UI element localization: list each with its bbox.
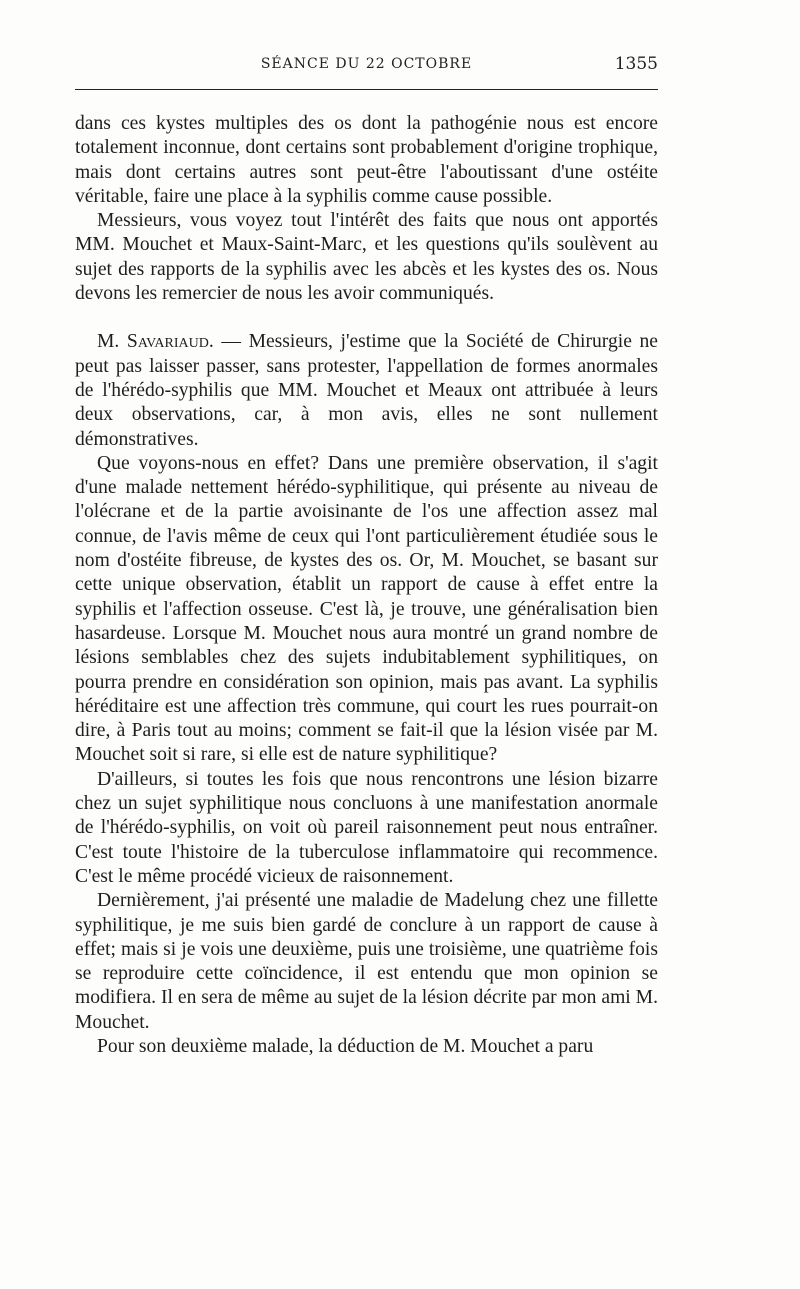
speech-paragraph-2: Que voyons-nous en effet? Dans une première observation, il s'agit d'une malade nettement hérédo-syphilitique, qui présente au niveau de l'olécrane et de la partie avoisinante de l'os une affection assez mal connue, de l'avis même de ceux qui l'ont particulièrement étudiée sous le nom d'ostéite fibreuse, de kystes des os. Or, M. Mouchet, se basant sur cette unique observation, établit un rapport de cause à effet entre la syphilis et l'affection osseuse. C'est là, je trouve, une généralisation bien hasardeuse. Lorsque M. Mouchet nous aura montré un grand nombre de lésions semblables chez des sujets indubitablement syphilitiques, on pourra prendre en considération son opinion, mais pas avant. La syphilis héréditaire est une affection très commune, qui court les rues pourrait-on dire, à Paris tout au moins; comment se fait-il que la lésion visée par M. Mouchet soit si rare, si elle est de nature syphilitique? bbox=[75, 452, 658, 766]
speech-text: Messieurs, j'estime que la Société de Chirurgie ne peut pas laisser passer, sans protester, l'appellation de formes anormales de l'hérédo-syphilis que MM. Mouchet et Meaux ont attribuée à leurs deux observations, car, à mon avis, elles ne sont nullement démonstratives. bbox=[75, 331, 659, 450]
body-text bbox=[75, 112, 658, 1059]
speech-paragraph-4: Dernièrement, j'ai présenté une maladie de Madelung chez une fillette syphilitique, je me suis bien gardé de conclure à un rapport de cause à effet; mais si je vois une deuxième, puis une troisième, une quatrième fois se reproduire cette coïncidence, il est entendu que mon opinion se modifiera. Il en sera de même au sujet de la lésion décrite par mon ami M. Mouchet. bbox=[75, 890, 658, 1033]
speaker-prefix: M. bbox=[97, 331, 127, 353]
speaker-name: Savariaud bbox=[126, 331, 209, 353]
speech-paragraph-5: Pour son deuxième malade, la déduction de M. Mouchet a paru bbox=[97, 1035, 594, 1057]
header-rule bbox=[75, 89, 658, 90]
paragraph-closing: Messieurs, vous voyez tout l'intérêt des faits que nous ont apportés MM. Mouchet et Maux-Saint-Marc, et les questions qu'ils soulèvent au sujet des rapports de la syphilis avec les abcès et les kystes des os. Nous devons les remercier de nous les avoir communiqués. bbox=[75, 210, 658, 305]
speaker-suffix: . — bbox=[208, 331, 249, 353]
speech-paragraph bbox=[75, 330, 658, 451]
paragraph-continuation: dans ces kystes multiples des os dont la pathogénie nous est encore totalement inconnue, dont certains sont probablement d'origine trophique, mais dont certains autres sont peut-être l'aboutissant d'une ostéite véritable, faire une place à la syphilis comme cause possible. bbox=[75, 113, 658, 207]
page-header bbox=[75, 52, 658, 80]
running-head: SÉANCE DU 22 OCTOBRE bbox=[260, 56, 473, 72]
speech-paragraph-3: D'ailleurs, si toutes les fois que nous rencontrons une lésion bizarre chez un sujet syphilitique nous concluons à une manifestation anormale de l'hérédo-syphilis, on voit où pareil raisonnement peut nous entraîner. C'est toute l'histoire de la tuberculose inflammatoire qui recommence. C'est le même procédé vicieux de raisonnement. bbox=[75, 768, 658, 887]
page-number: 1355 bbox=[614, 54, 658, 74]
